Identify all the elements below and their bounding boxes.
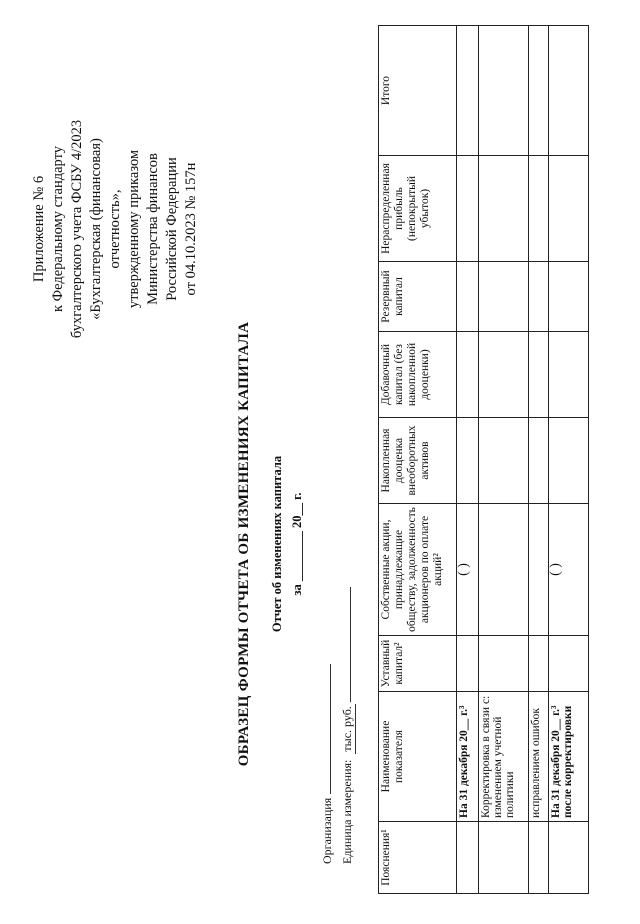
- cell: [457, 822, 479, 894]
- parenthesis-cell: ( ): [457, 504, 479, 636]
- cell: [457, 332, 479, 418]
- cell: [479, 332, 529, 418]
- organization-label: Организация: [320, 797, 334, 864]
- cell: [549, 418, 589, 504]
- cell: [479, 156, 529, 262]
- parenthesis-cell: [529, 504, 549, 636]
- units-label: Единица измерения:: [340, 759, 354, 864]
- cell: [529, 418, 549, 504]
- appendix-line: бухгалтерского учета ФСБУ 4/2023: [69, 119, 85, 339]
- appendix-line: отчетность»,: [107, 189, 123, 269]
- row-label: исправлением ошибок: [529, 692, 549, 822]
- cell: [479, 418, 529, 504]
- cell: [529, 636, 549, 692]
- header-cell: Уставный капитал²: [379, 636, 457, 692]
- table-row: [479, 26, 529, 894]
- appendix-line: утвержденному приказом: [126, 149, 142, 309]
- table-row: [457, 26, 479, 894]
- cell: [479, 636, 529, 692]
- report-subtitle: Отчет об изменениях капитала: [270, 455, 284, 633]
- cell: [479, 262, 529, 332]
- table-header-row: [379, 26, 457, 894]
- row-label: На 31 декабря 20__ г.³: [457, 692, 479, 822]
- cell: [457, 636, 479, 692]
- units-blank-line: [338, 587, 351, 702]
- organization-field: [318, 664, 335, 864]
- cell: [457, 156, 479, 262]
- parenthesis-cell: ( ): [549, 504, 589, 636]
- header-cell: Итого: [379, 26, 457, 156]
- header-cell: Нераспределенная прибыль (непокрытый убыток): [379, 156, 457, 262]
- header-cell: Собственные акции, принадлежащие обществу, задолженность акционеров по оплате акций²: [379, 504, 457, 636]
- cell: [529, 332, 549, 418]
- row-label: Корректировка в связи с: изменением учетной политики: [479, 692, 529, 822]
- table-row: [529, 26, 549, 894]
- header-cell: Резервный капитал: [379, 262, 457, 332]
- header-cell: Пояснения¹: [379, 822, 457, 894]
- appendix-line: Российской Федерации: [164, 157, 180, 301]
- header-cell: Наименование показателя: [379, 692, 457, 822]
- cell: [549, 332, 589, 418]
- cell: [549, 636, 589, 692]
- cell: [549, 26, 589, 156]
- header-cell: Накопленная дооценка внеоборотных активов: [379, 418, 457, 504]
- cell: [529, 262, 549, 332]
- cell: [529, 822, 549, 894]
- appendix-line: к Федеральному стандарту: [50, 145, 66, 313]
- appendix-line: Приложение № 6: [31, 175, 47, 283]
- cell: [479, 822, 529, 894]
- cell: [457, 418, 479, 504]
- appendix-line: от 04.10.2023 № 157н: [183, 162, 199, 296]
- appendix-line: «Бухгалтерская (финансовая): [88, 138, 104, 320]
- page-title: ОБРАЗЕЦ ФОРМЫ ОТЧЕТА ОБ ИЗМЕНЕНИЯХ КАПИТАЛА: [236, 321, 252, 767]
- header-cell: Добавочный капитал (без накопленной дооценки): [379, 332, 457, 418]
- appendix-block: [30, 94, 201, 364]
- row-label: На 31 декабря 20__ г.³ после корректировки: [549, 692, 589, 822]
- cell: [457, 262, 479, 332]
- cell: [457, 26, 479, 156]
- cell: [549, 262, 589, 332]
- cell: [529, 156, 549, 262]
- units-value: тыс. руб.: [340, 706, 354, 752]
- cell: [549, 156, 589, 262]
- units-field: [338, 587, 356, 864]
- cell: [529, 26, 549, 156]
- appendix-line: Министерства финансов: [145, 153, 161, 305]
- cell: [549, 822, 589, 894]
- cell: [479, 26, 529, 156]
- organization-blank-line: [318, 664, 331, 794]
- table-row: [549, 26, 589, 894]
- report-period: за ________ 20__ г.: [290, 492, 304, 596]
- parenthesis-cell: [479, 504, 529, 636]
- capital-changes-table: [378, 25, 589, 894]
